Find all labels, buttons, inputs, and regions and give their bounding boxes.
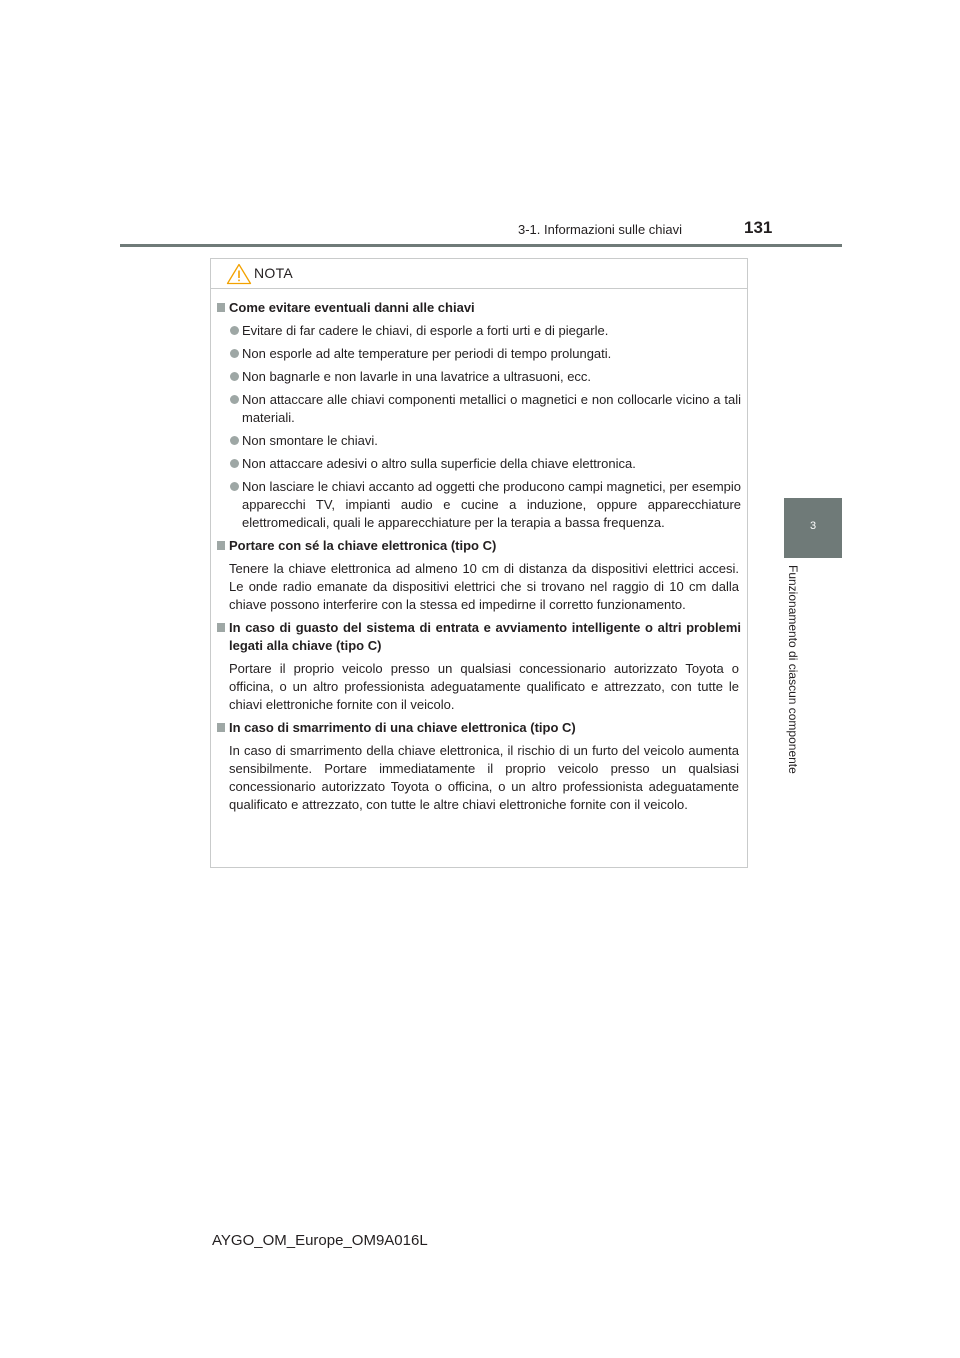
list-item bbox=[217, 478, 741, 532]
list-item-text: Evitare di far cadere le chiavi, di esporle a forti urti e di piegarle. bbox=[242, 323, 609, 338]
section-paragraph: In caso di smarrimento della chiave elettronica, il rischio di un furto del veicolo aumenta sensibilmente. Portare immediatamente il proprio veicolo presso un qualsiasi concessionario autorizzato Toyota o officina, o un altro professionista adeguatamente qualificato e attrezzato, con tutte le altre chiavi elettroniche fornite con il veicolo. bbox=[229, 743, 739, 812]
list-item bbox=[217, 322, 741, 340]
header-section-title: 3-1. Informazioni sulle chiavi bbox=[518, 222, 683, 237]
section-title bbox=[217, 719, 741, 737]
document-code: AYGO_OM_Europe_OM9A016L bbox=[212, 1232, 428, 1249]
warning-icon bbox=[226, 263, 252, 285]
square-bullet-icon bbox=[217, 723, 225, 732]
section-paragraph: Portare il proprio veicolo presso un qualsiasi concessionario autorizzato Toyota o officina, o un altro professionista adeguatamente qualificato e attrezzato, con tutte le chiavi elettroniche fornite con il veicolo. bbox=[229, 661, 739, 712]
list-item bbox=[217, 391, 741, 427]
chapter-side-label: Funzionamento di ciascun componente bbox=[786, 565, 800, 774]
list-item-text: Non esporle ad alte temperature per periodi di tempo prolungati. bbox=[242, 346, 612, 361]
round-bullet-icon bbox=[230, 326, 239, 335]
list-item-text: Non attaccare adesivi o altro sulla superficie della chiave elettronica. bbox=[242, 456, 636, 471]
section-title-text: Come evitare eventuali danni alle chiavi bbox=[229, 300, 475, 315]
list-item bbox=[217, 368, 741, 386]
list-item bbox=[217, 455, 741, 473]
page-number: 131 bbox=[744, 218, 773, 237]
round-bullet-icon bbox=[230, 459, 239, 468]
list-item bbox=[217, 432, 741, 450]
section-title-text: In caso di guasto del sistema di entrata e avviamento intelligente o altri problemi legati alla chiave (tipo C) bbox=[229, 620, 741, 653]
square-bullet-icon bbox=[217, 541, 225, 550]
section-paragraph: Tenere la chiave elettronica ad almeno 10 cm di distanza da dispositivi elettrici accesi. Le onde radio emanate da dispositivi elettrici che si trovano nel raggio di 10 cm dalla chiave possono interferire con la stessa ed impedirne il corretto funzionamento. bbox=[229, 561, 739, 612]
list-item-text: Non attaccare alle chiavi componenti metallici o magnetici e non collocarle vicino a tali materiali. bbox=[242, 392, 741, 425]
list-item bbox=[217, 345, 741, 363]
round-bullet-icon bbox=[230, 482, 239, 491]
square-bullet-icon bbox=[217, 303, 225, 312]
list-item-text: Non bagnarle e non lavarle in una lavatrice a ultrasuoni, ecc. bbox=[242, 369, 592, 384]
nota-header bbox=[211, 259, 747, 289]
round-bullet-icon bbox=[230, 436, 239, 445]
list-item-text: Non lasciare le chiavi accanto ad oggetti che producono campi magnetici, per esempio apparecchi TV, impianti audio e cucine a induzione, oppure apparecchiature elettromedicali, quali le apparecchiature per la terapia a bassa frequenza. bbox=[242, 479, 741, 530]
section-title bbox=[217, 537, 741, 555]
section-title-text: In caso di smarrimento di una chiave elettronica (tipo C) bbox=[229, 720, 576, 735]
nota-body bbox=[211, 289, 747, 814]
section-title bbox=[217, 299, 741, 317]
round-bullet-icon bbox=[230, 349, 239, 358]
section-title-text: Portare con sé la chiave elettronica (tipo C) bbox=[229, 538, 497, 553]
chapter-side-label-wrap bbox=[786, 565, 804, 790]
round-bullet-icon bbox=[230, 395, 239, 404]
nota-title: NOTA bbox=[254, 265, 294, 281]
square-bullet-icon bbox=[217, 623, 225, 632]
chapter-tab bbox=[784, 498, 842, 558]
chapter-tab-number: 3 bbox=[809, 520, 817, 532]
round-bullet-icon bbox=[230, 372, 239, 381]
section-title bbox=[217, 619, 741, 655]
list-item-text: Non smontare le chiavi. bbox=[242, 433, 378, 448]
nota-box bbox=[210, 258, 748, 868]
header-rule bbox=[120, 244, 842, 247]
